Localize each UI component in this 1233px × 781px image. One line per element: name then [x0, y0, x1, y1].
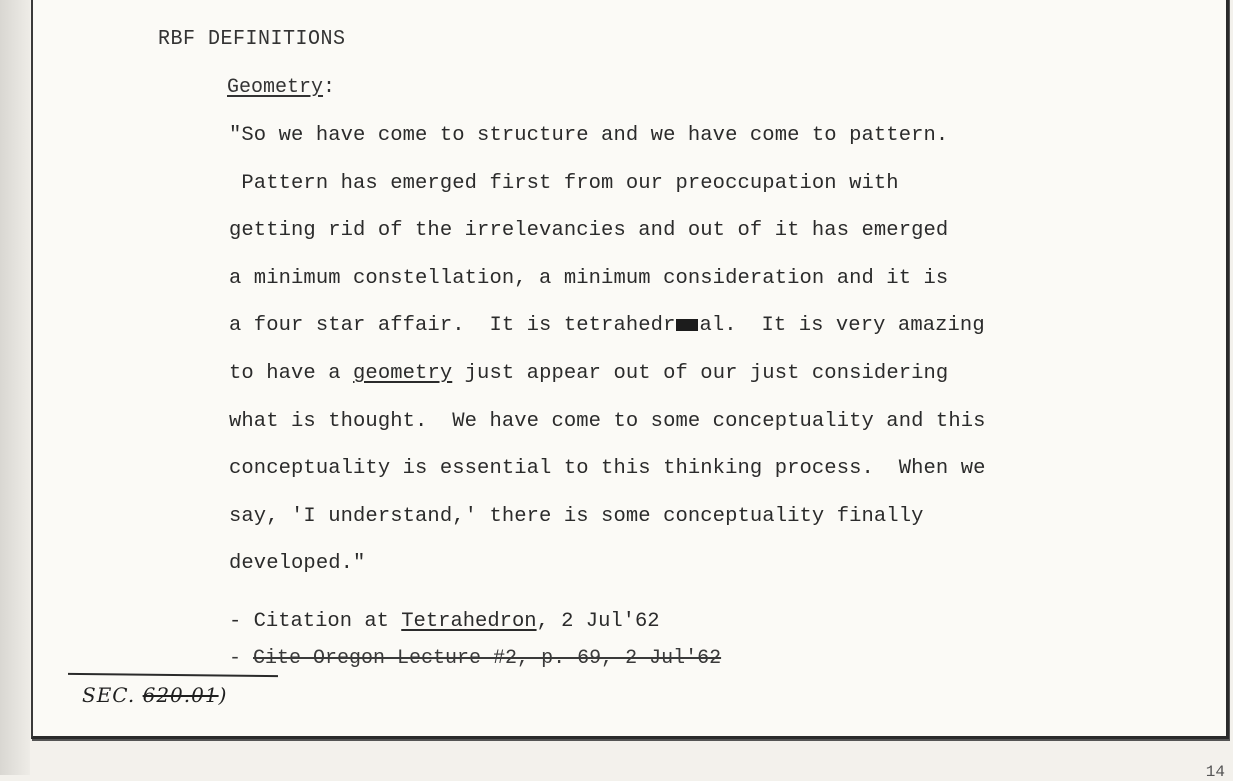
quote-text: al. It is very amazing	[699, 314, 985, 338]
struck-citation-text: Cite Oregon Lecture #2, p. 69, 2 Jul'62	[253, 647, 722, 670]
quote-line: Pattern has emerged first from our preoccupation with	[229, 171, 899, 195]
quote-text: just appear out of our just considering	[452, 362, 949, 385]
page-number-fragment: 14	[1205, 763, 1225, 781]
section-title-colon: :	[323, 76, 336, 99]
quote-line	[229, 314, 985, 337]
citation-source: Tetrahedron	[401, 610, 537, 633]
handwritten-sec-number: 620.01	[142, 683, 219, 707]
quote-line: getting rid of the irrelevancies and out of it has emerged	[229, 219, 949, 243]
struck-citation-line	[229, 647, 721, 670]
struck-citation-prefix: -	[229, 647, 254, 670]
section-title	[227, 76, 335, 99]
quote-text: to have a	[229, 362, 354, 385]
handwritten-sec-close: )	[218, 683, 228, 707]
redaction-mark	[676, 319, 698, 331]
quote-line: say, 'I understand,' there is some conceptuality finally	[229, 504, 924, 528]
quote-line: "So we have come to structure and we have come to pattern.	[229, 124, 949, 147]
citation-prefix: - Citation at	[229, 610, 402, 633]
quote-line: a minimum constellation, a minimum consideration and it is	[229, 266, 949, 290]
underlined-term: geometry	[353, 362, 453, 385]
scan-edge	[0, 0, 30, 775]
citation-date: , 2 Jul'62	[536, 610, 660, 633]
citation-line	[229, 610, 660, 633]
section-title-text: Geometry	[227, 76, 324, 99]
document-header: RBF DEFINITIONS	[158, 27, 346, 52]
quote-line	[229, 362, 948, 385]
quote-line: what is thought. We have come to some conceptuality and this	[229, 409, 986, 433]
quote-line: conceptuality is essential to this thinking process. When we	[229, 457, 986, 481]
handwritten-sec-label: SEC.	[82, 683, 143, 707]
quote-line: developed."	[229, 552, 366, 576]
handwritten-section-note	[82, 683, 227, 707]
quote-text: a four star affair. It is tetrahedr	[229, 314, 676, 338]
